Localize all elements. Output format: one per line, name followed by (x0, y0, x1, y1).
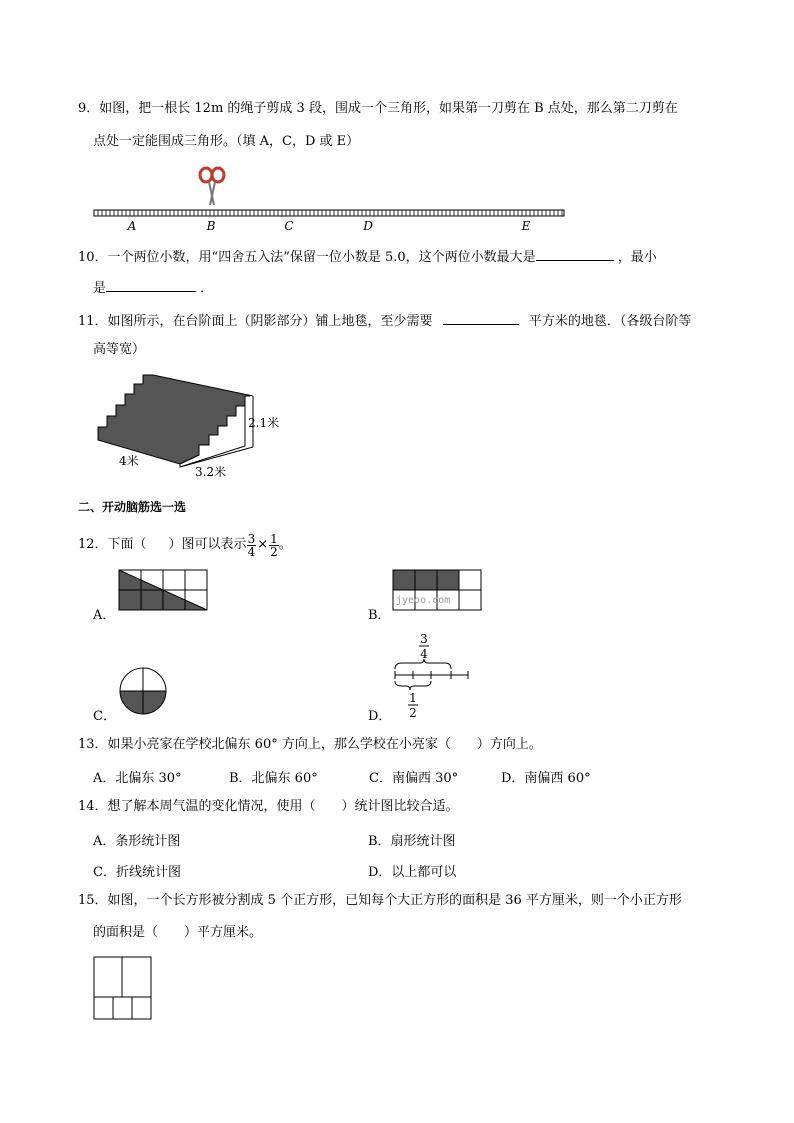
q13-stem: 13．如果小亮家在学校北偏东 60° 方向上，那么学校在小亮家（ ）方向上。 (78, 737, 542, 752)
q12-stem-end: 。 (278, 537, 292, 552)
q12-option-c-label[interactable]: C． (93, 709, 116, 724)
d-bot-num: 1 (409, 691, 417, 705)
q10-text-a: 10．一个两位小数，用“四舍五入法”保留一位小数是 5.0，这个两位小数最大是 (78, 250, 536, 265)
q12-stem-b: ）图可以表示 (168, 537, 247, 552)
d-top-num: 3 (420, 632, 428, 646)
q11-line1 (78, 311, 691, 331)
scissors-icon (200, 168, 224, 205)
q12-stem-a: 12．下面（ (78, 537, 147, 552)
rope-figure (88, 162, 573, 234)
label-a: A (127, 219, 137, 233)
fraction-one-half (269, 533, 279, 558)
q13-option-d[interactable]: D．南偏西 60° (501, 771, 591, 786)
squares-figure (93, 956, 153, 1022)
q11-area-blank[interactable] (443, 311, 519, 325)
q9-line2: 点处一定能围成三角形。（填 A，C，D 或 E） (93, 134, 360, 149)
q10-line2 (93, 278, 213, 298)
stairs-figure (92, 372, 292, 480)
q10-line1 (78, 247, 657, 267)
q12-option-d-label[interactable]: D． (368, 709, 392, 724)
label-e: E (521, 219, 531, 233)
q14-option-d[interactable]: D．以上都可以 (368, 865, 457, 880)
q14-option-b[interactable]: B．扇形统计图 (368, 834, 456, 849)
frac2-den: 2 (270, 544, 278, 559)
d-top-den: 4 (420, 647, 428, 661)
watermark-text: jyeoo.com (396, 595, 451, 606)
q10-text-d: ． (200, 281, 214, 296)
q11-text-a: 11．如图所示，在台阶面上（阴影部分）铺上地毯，至少需要 (78, 314, 433, 329)
q10-max-blank[interactable] (536, 247, 614, 261)
q9-line1: 9．如图，把一根长 12m 的绳子剪成 3 段，围成一个三角形，如果第一刀剪在 B 点处，那么第二刀剪在 (78, 101, 678, 116)
q14-option-c[interactable]: C．折线统计图 (93, 865, 181, 880)
label-d: D (363, 219, 373, 233)
q12-option-d-figure[interactable] (390, 630, 472, 720)
d-bottom-brace (395, 681, 431, 690)
q15-line1: 15．如图，一个长方形被分割成 5 个正方形，已知每个大正方形的面积是 36 平方厘米，则一个小正方形 (78, 893, 682, 908)
q11-line2: 高等宽） (93, 342, 146, 357)
q11-text-b: 平方米的地毯．（各级台阶等 (528, 314, 692, 329)
frac1-num: 3 (247, 531, 256, 546)
section-title: 二、开动脑筋选一选 (78, 500, 187, 514)
frac1-den: 4 (247, 544, 256, 559)
q14-stem: 14．想了解本周气温的变化情况，使用（ ）统计图比较合适。 (78, 799, 459, 814)
label-c: C (284, 219, 294, 233)
q12-stem (78, 527, 292, 563)
grid-b-shaded-row (393, 570, 459, 590)
fraction-three-quarters (247, 533, 257, 558)
times-sign: × (257, 537, 269, 552)
q13-option-c[interactable]: C．南偏西 30° (369, 771, 459, 786)
q12-option-b-figure[interactable] (392, 569, 484, 613)
label-b: B (206, 219, 216, 233)
q12-option-b-label[interactable]: B． (368, 608, 391, 623)
q13-option-b[interactable]: B．北偏东 60° (229, 771, 318, 786)
q13-option-a[interactable]: A．北偏东 30° (93, 771, 182, 786)
q12-option-a-figure[interactable] (118, 569, 210, 613)
q10-min-blank[interactable] (106, 278, 196, 292)
rope-bar (94, 210, 564, 216)
dim-length-label: 4米 (119, 454, 139, 468)
q12-option-c-figure[interactable] (118, 666, 168, 716)
q10-text-b: ，最小 (617, 250, 657, 265)
frac2-num: 1 (270, 531, 278, 546)
d-bot-den: 2 (409, 706, 417, 720)
q12-option-a-label[interactable]: A． (93, 608, 116, 623)
q14-option-a[interactable]: A．条形统计图 (93, 834, 181, 849)
dim-height-label: 2.1米 (248, 416, 280, 430)
dim-width-label: 3.2米 (195, 465, 227, 479)
q10-text-c: 是 (93, 281, 107, 296)
q15-line2: 的面积是（ ）平方厘米。 (93, 925, 263, 940)
